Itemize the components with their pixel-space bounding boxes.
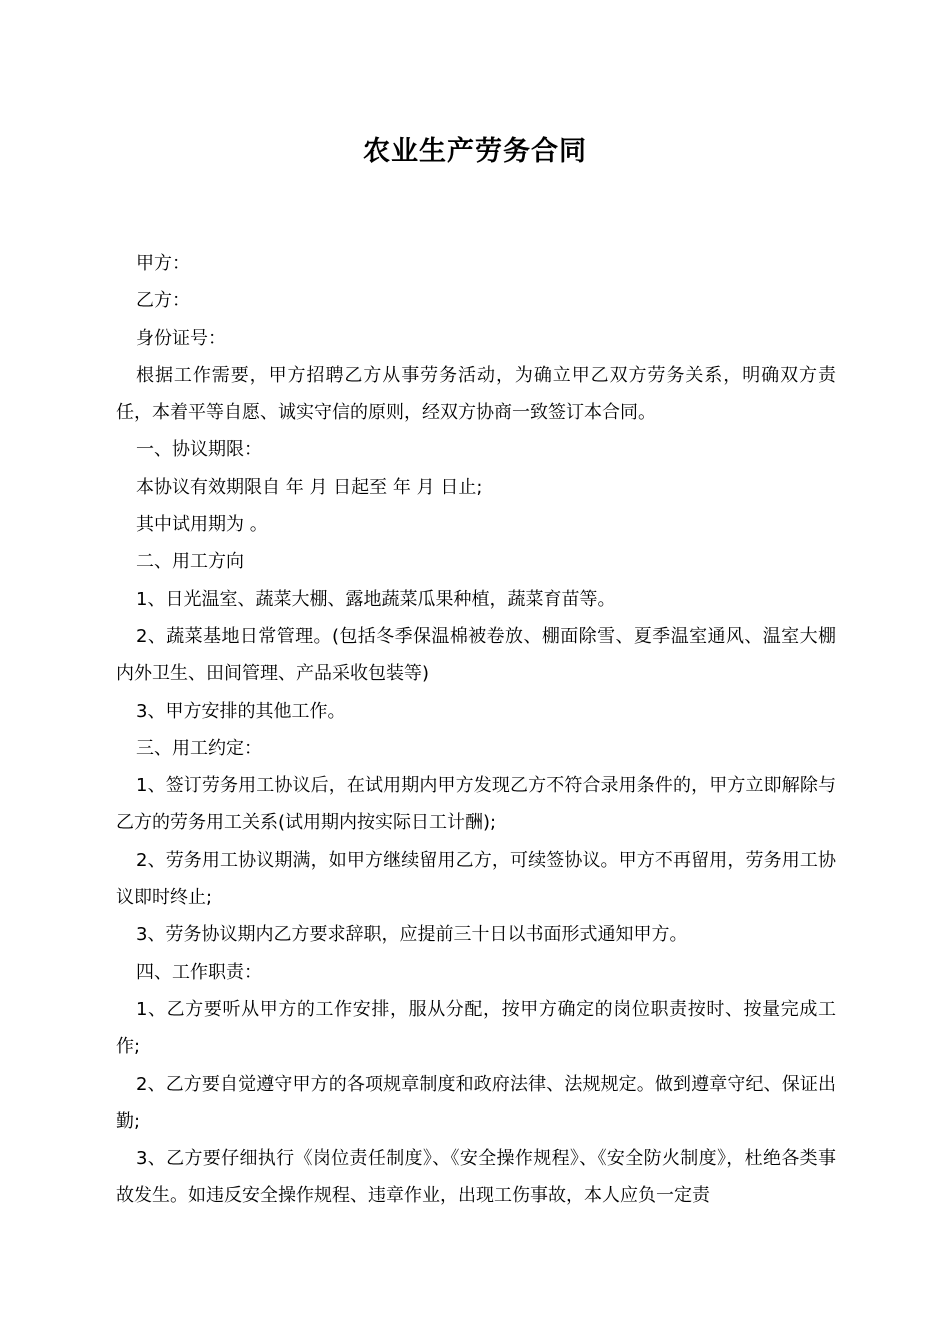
section-heading-employment-terms: 三、用工约定： bbox=[136, 737, 262, 759]
section-heading-term: 一、协议期限： bbox=[136, 439, 262, 461]
employment-term-item-2: 2、劳务用工协议期满，如甲方继续留用乙方，可续签协议。甲方不再留用，劳务用工协议即时终止; bbox=[116, 849, 836, 909]
party-b-line: 乙方： bbox=[136, 290, 190, 312]
party-a-line: 甲方： bbox=[136, 253, 190, 274]
duty-item-1: 1、乙方要听从甲方的工作安排，服从分配，按甲方确定的岗位职责按时、按量完成工作; bbox=[116, 998, 836, 1058]
employment-term-item-1: 1、签订劳务用工协议后，在试用期内甲方发现乙方不符合录用条件的，甲方立即解除与乙方的劳务用工关系(试用期内按实际日工计酬); bbox=[116, 775, 836, 834]
document-title: 农业生产劳务合同 bbox=[363, 136, 587, 167]
section-heading-duties: 四、工作职责： bbox=[136, 961, 262, 983]
preamble-paragraph: 根据工作需要，甲方招聘乙方从事劳务活动，为确立甲乙双方劳务关系，明确双方责任，本着平等自愿、诚实守信的原则，经双方协商一致签订本合同。 bbox=[116, 364, 836, 424]
duty-item-3: 3、乙方要仔细执行《岗位责任制度》、《安全操作规程》、《安全防火制度》，杜绝各类事故发生。如违反安全操作规程、违章作业，出现工伤事故，本人应负一定责 bbox=[116, 1148, 836, 1207]
section-heading-work-scope: 二、用工方向 bbox=[136, 551, 244, 573]
duty-item-2: 2、乙方要自觉遵守甲方的各项规章制度和政府法律、法规规定。做到遵章守纪、保证出勤; bbox=[116, 1073, 836, 1132]
work-scope-item-2: 2、蔬菜基地日常管理。(包括冬季保温棉被卷放、棚面除雪、夏季温室通风、温室大棚内外卫生、田间管理、产品采收包装等) bbox=[116, 625, 836, 685]
term-period-paragraph: 本协议有效期限自 年 月 日起至 年 月 日止; bbox=[136, 476, 483, 498]
work-scope-item-3: 3、甲方安排的其他工作。 bbox=[136, 700, 346, 722]
document-body bbox=[116, 245, 836, 1215]
id-number-line: 身份证号： bbox=[136, 327, 226, 349]
probation-paragraph: 其中试用期为 。 bbox=[136, 514, 268, 536]
employment-term-item-3: 3、劳务协议期内乙方要求辞职，应提前三十日以书面形式通知甲方。 bbox=[136, 924, 688, 946]
work-scope-item-1: 1、日光温室、蔬菜大棚、露地蔬菜瓜果种植，蔬菜育苗等。 bbox=[136, 588, 616, 610]
